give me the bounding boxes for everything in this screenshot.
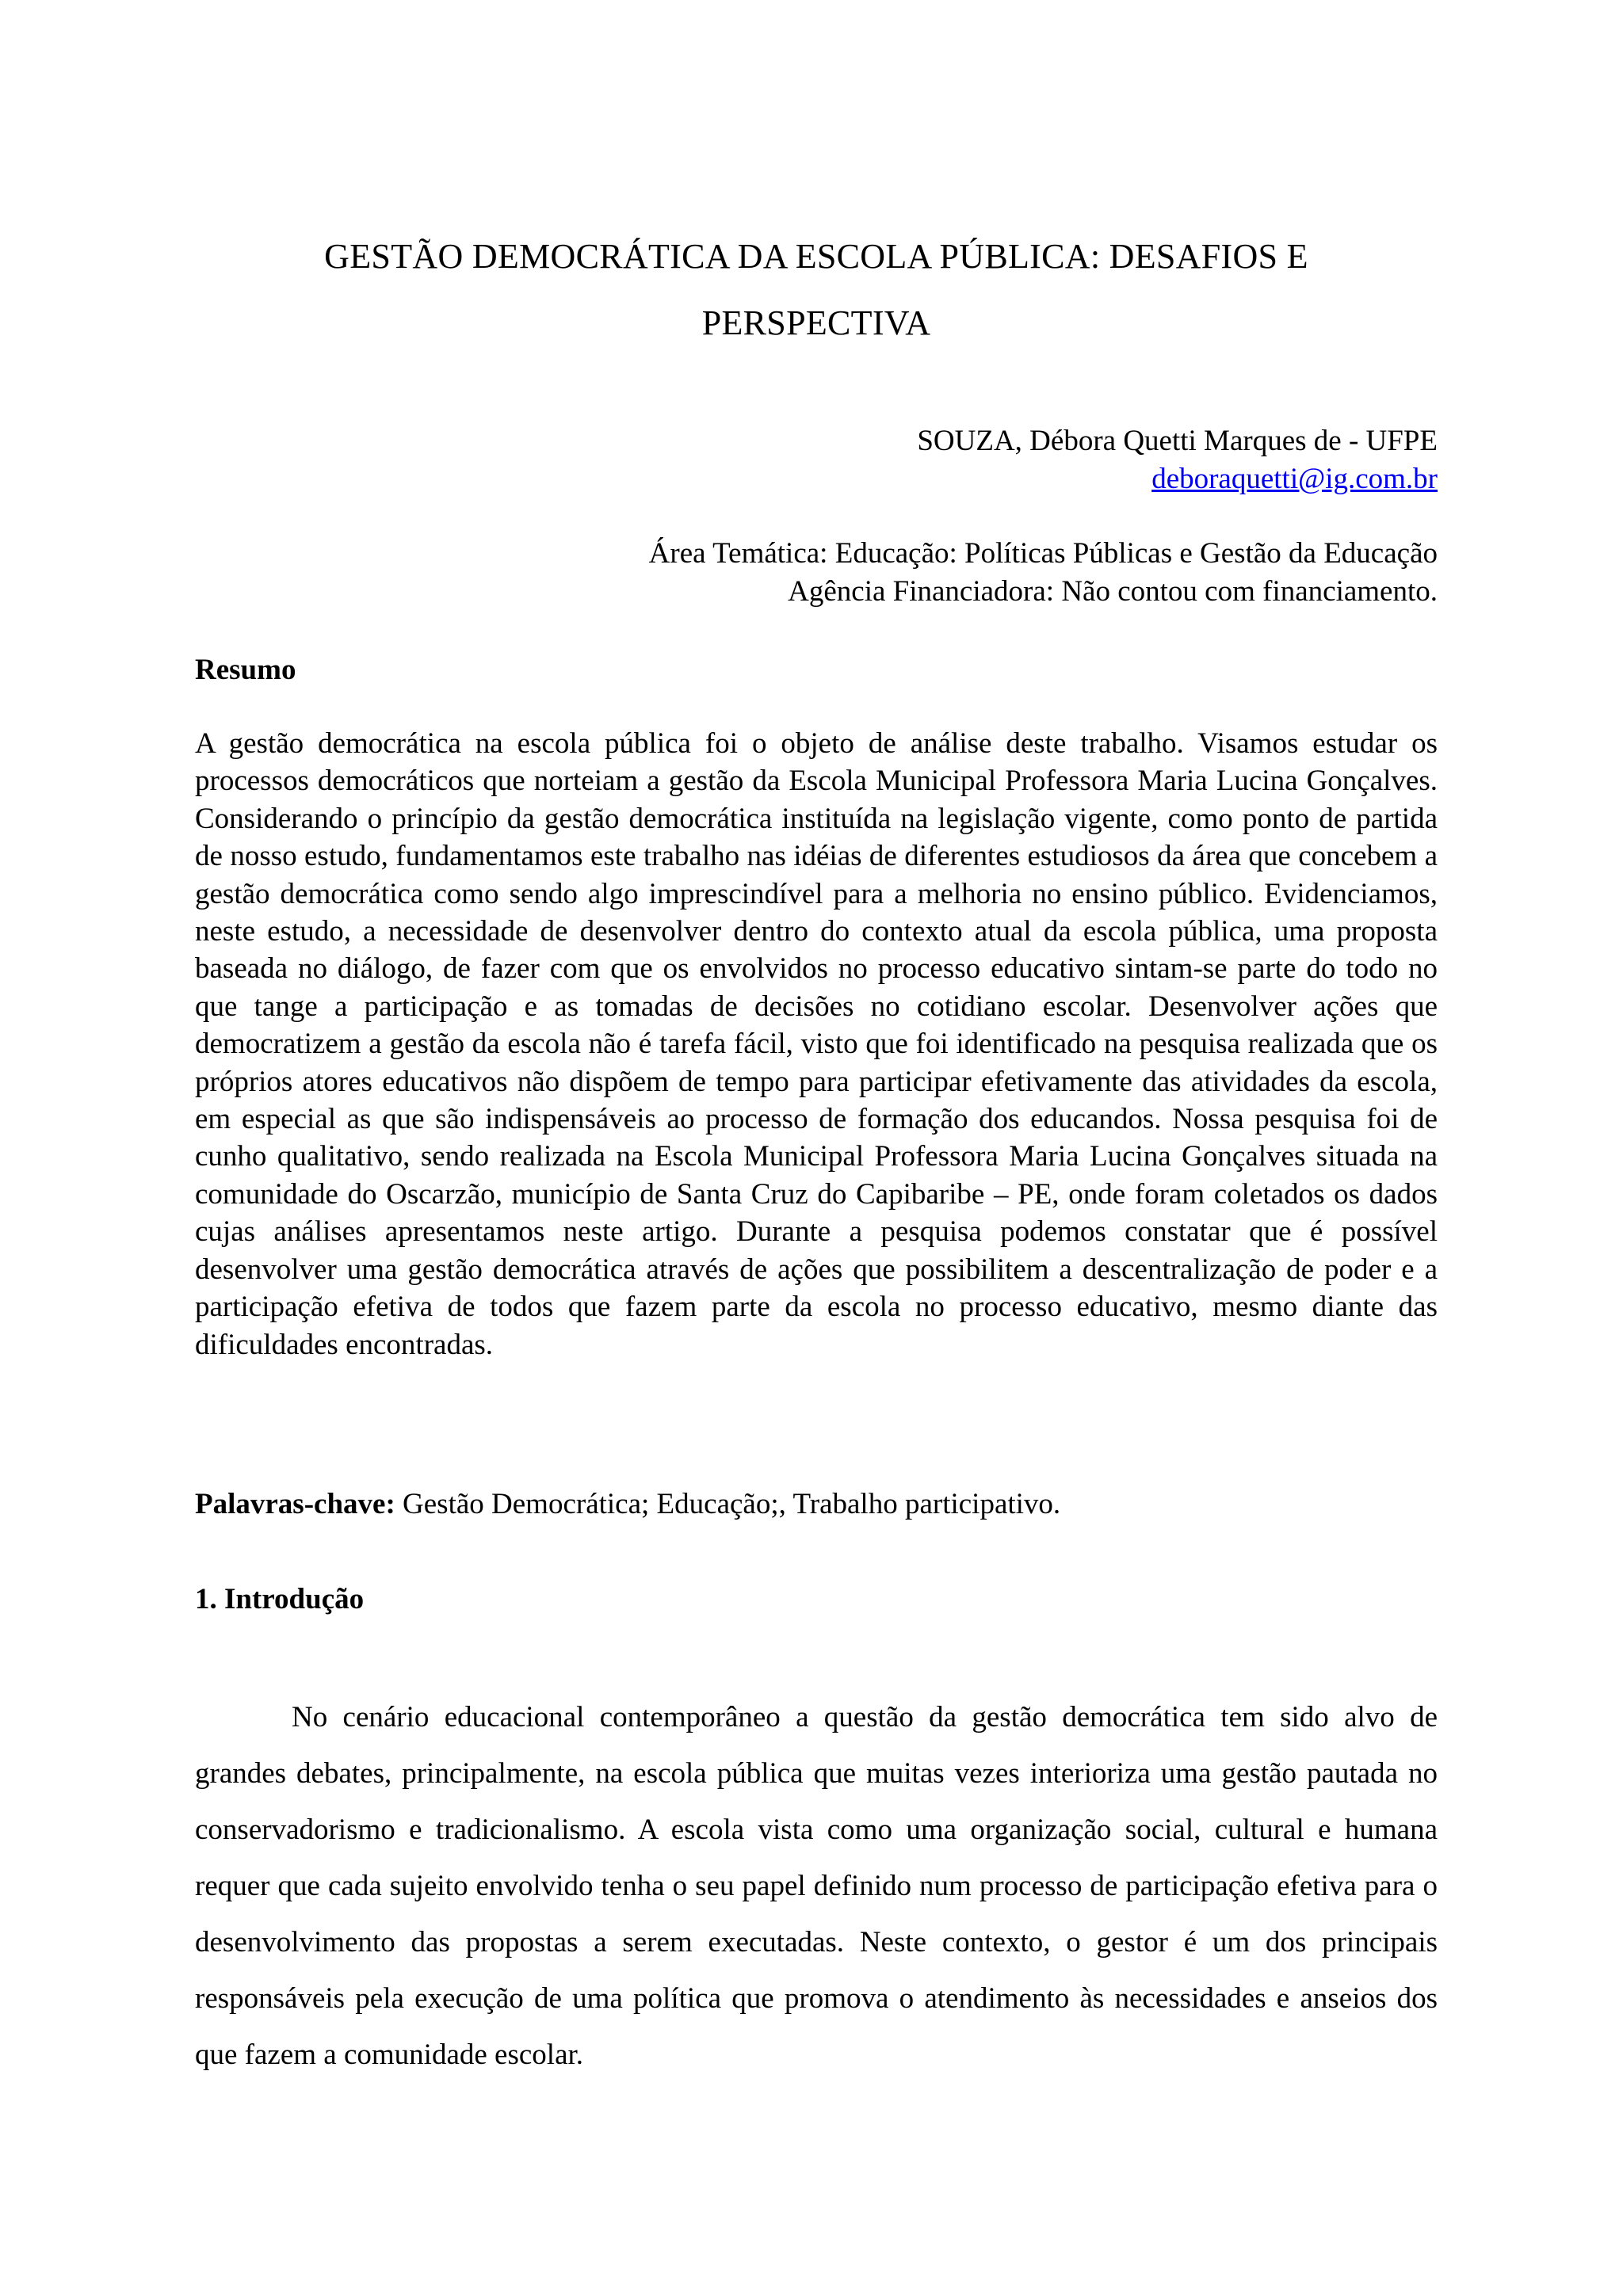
author-block xyxy=(195,422,1438,498)
introduction-heading: 1. Introdução xyxy=(195,1583,365,1615)
author-name: SOUZA, Débora Quetti Marques de - UFPE xyxy=(917,425,1438,457)
abstract-heading: Resumo xyxy=(195,654,296,686)
metadata-block xyxy=(195,535,1438,611)
author-email-link[interactable]: deboraquetti@ig.com.br xyxy=(1151,463,1438,495)
keywords xyxy=(195,1486,1438,1524)
title-line-1: GESTÃO DEMOCRÁTICA DA ESCOLA PÚBLICA: DESAFIOS E xyxy=(324,237,1308,276)
thematic-area: Área Temática: Educação: Políticas Públicas e Gestão da Educação xyxy=(648,537,1438,570)
keywords-label: Palavras-chave: xyxy=(195,1488,395,1520)
paper-title xyxy=(195,223,1438,357)
introduction-text: No cenário educacional contemporâneo a questão da gestão democrática tem sido alvo de grandes debates, principalmente, na escola pública que muitas vezes interioriza uma gestão pautada no conservadorismo e tradicionalismo. A escola vista como uma organização social, cultural e humana requer que cada sujeito envolvido tenha o seu papel definido num processo de participação efetiva para o desenvolvimento das propostas a serem executadas. Neste contexto, o gestor é um dos principais responsáveis pela execução de uma política que promova o atendimento às necessidades e anseios dos que fazem a comunidade escolar. xyxy=(195,1701,1438,2071)
title-line-2: PERSPECTIVA xyxy=(701,303,931,342)
abstract-text: A gestão democrática na escola pública foi o objeto de análise deste trabalho. Visamos estudar os processos democráticos que norteiam a gestão da Escola Municipal Professora Maria Lucina Gonçalves. Considerando o princípio da gestão democrática instituída na legislação vigente, como ponto de partida de nosso estudo, fundamentamos este trabalho nas idéias de diferentes estudiosos da área que concebem a gestão democrática como sendo algo imprescindível para a melhoria no ensino público. Evidenciamos, neste estudo, a necessidade de desenvolver dentro do contexto atual da escola pública, uma proposta baseada no diálogo, de fazer com que os envolvidos no processo educativo sintam-se parte do todo no que tange a participação e as tomadas de decisões no cotidiano escolar. Desenvolver ações que democratizem a gestão da escola não é tarefa fácil, visto que foi identificado na pesquisa realizada que os próprios atores educativos não dispõem de tempo para participar efetivamente das atividades da escola, em especial as que são indispensáveis ao processo de formação dos educandos. Nossa pesquisa foi de cunho qualitativo, sendo realizada na Escola Municipal Professora Maria Lucina Gonçalves situada na comunidade do Oscarzão, município de Santa Cruz do Capibaribe – PE, onde foram coletados os dados cujas análises apresentamos neste artigo. Durante a pesquisa podemos constatar que é possível desenvolver uma gestão democrática através de ações que possibilitem a descentralização de poder e a participação efetiva de todos que fazem parte da escola no processo educativo, mesmo diante das dificuldades encontradas. xyxy=(195,727,1438,1361)
keywords-text: Gestão Democrática; Educação;, Trabalho participativo. xyxy=(395,1488,1061,1520)
funding-agency: Agência Financiadora: Não contou com financiamento. xyxy=(788,575,1438,608)
